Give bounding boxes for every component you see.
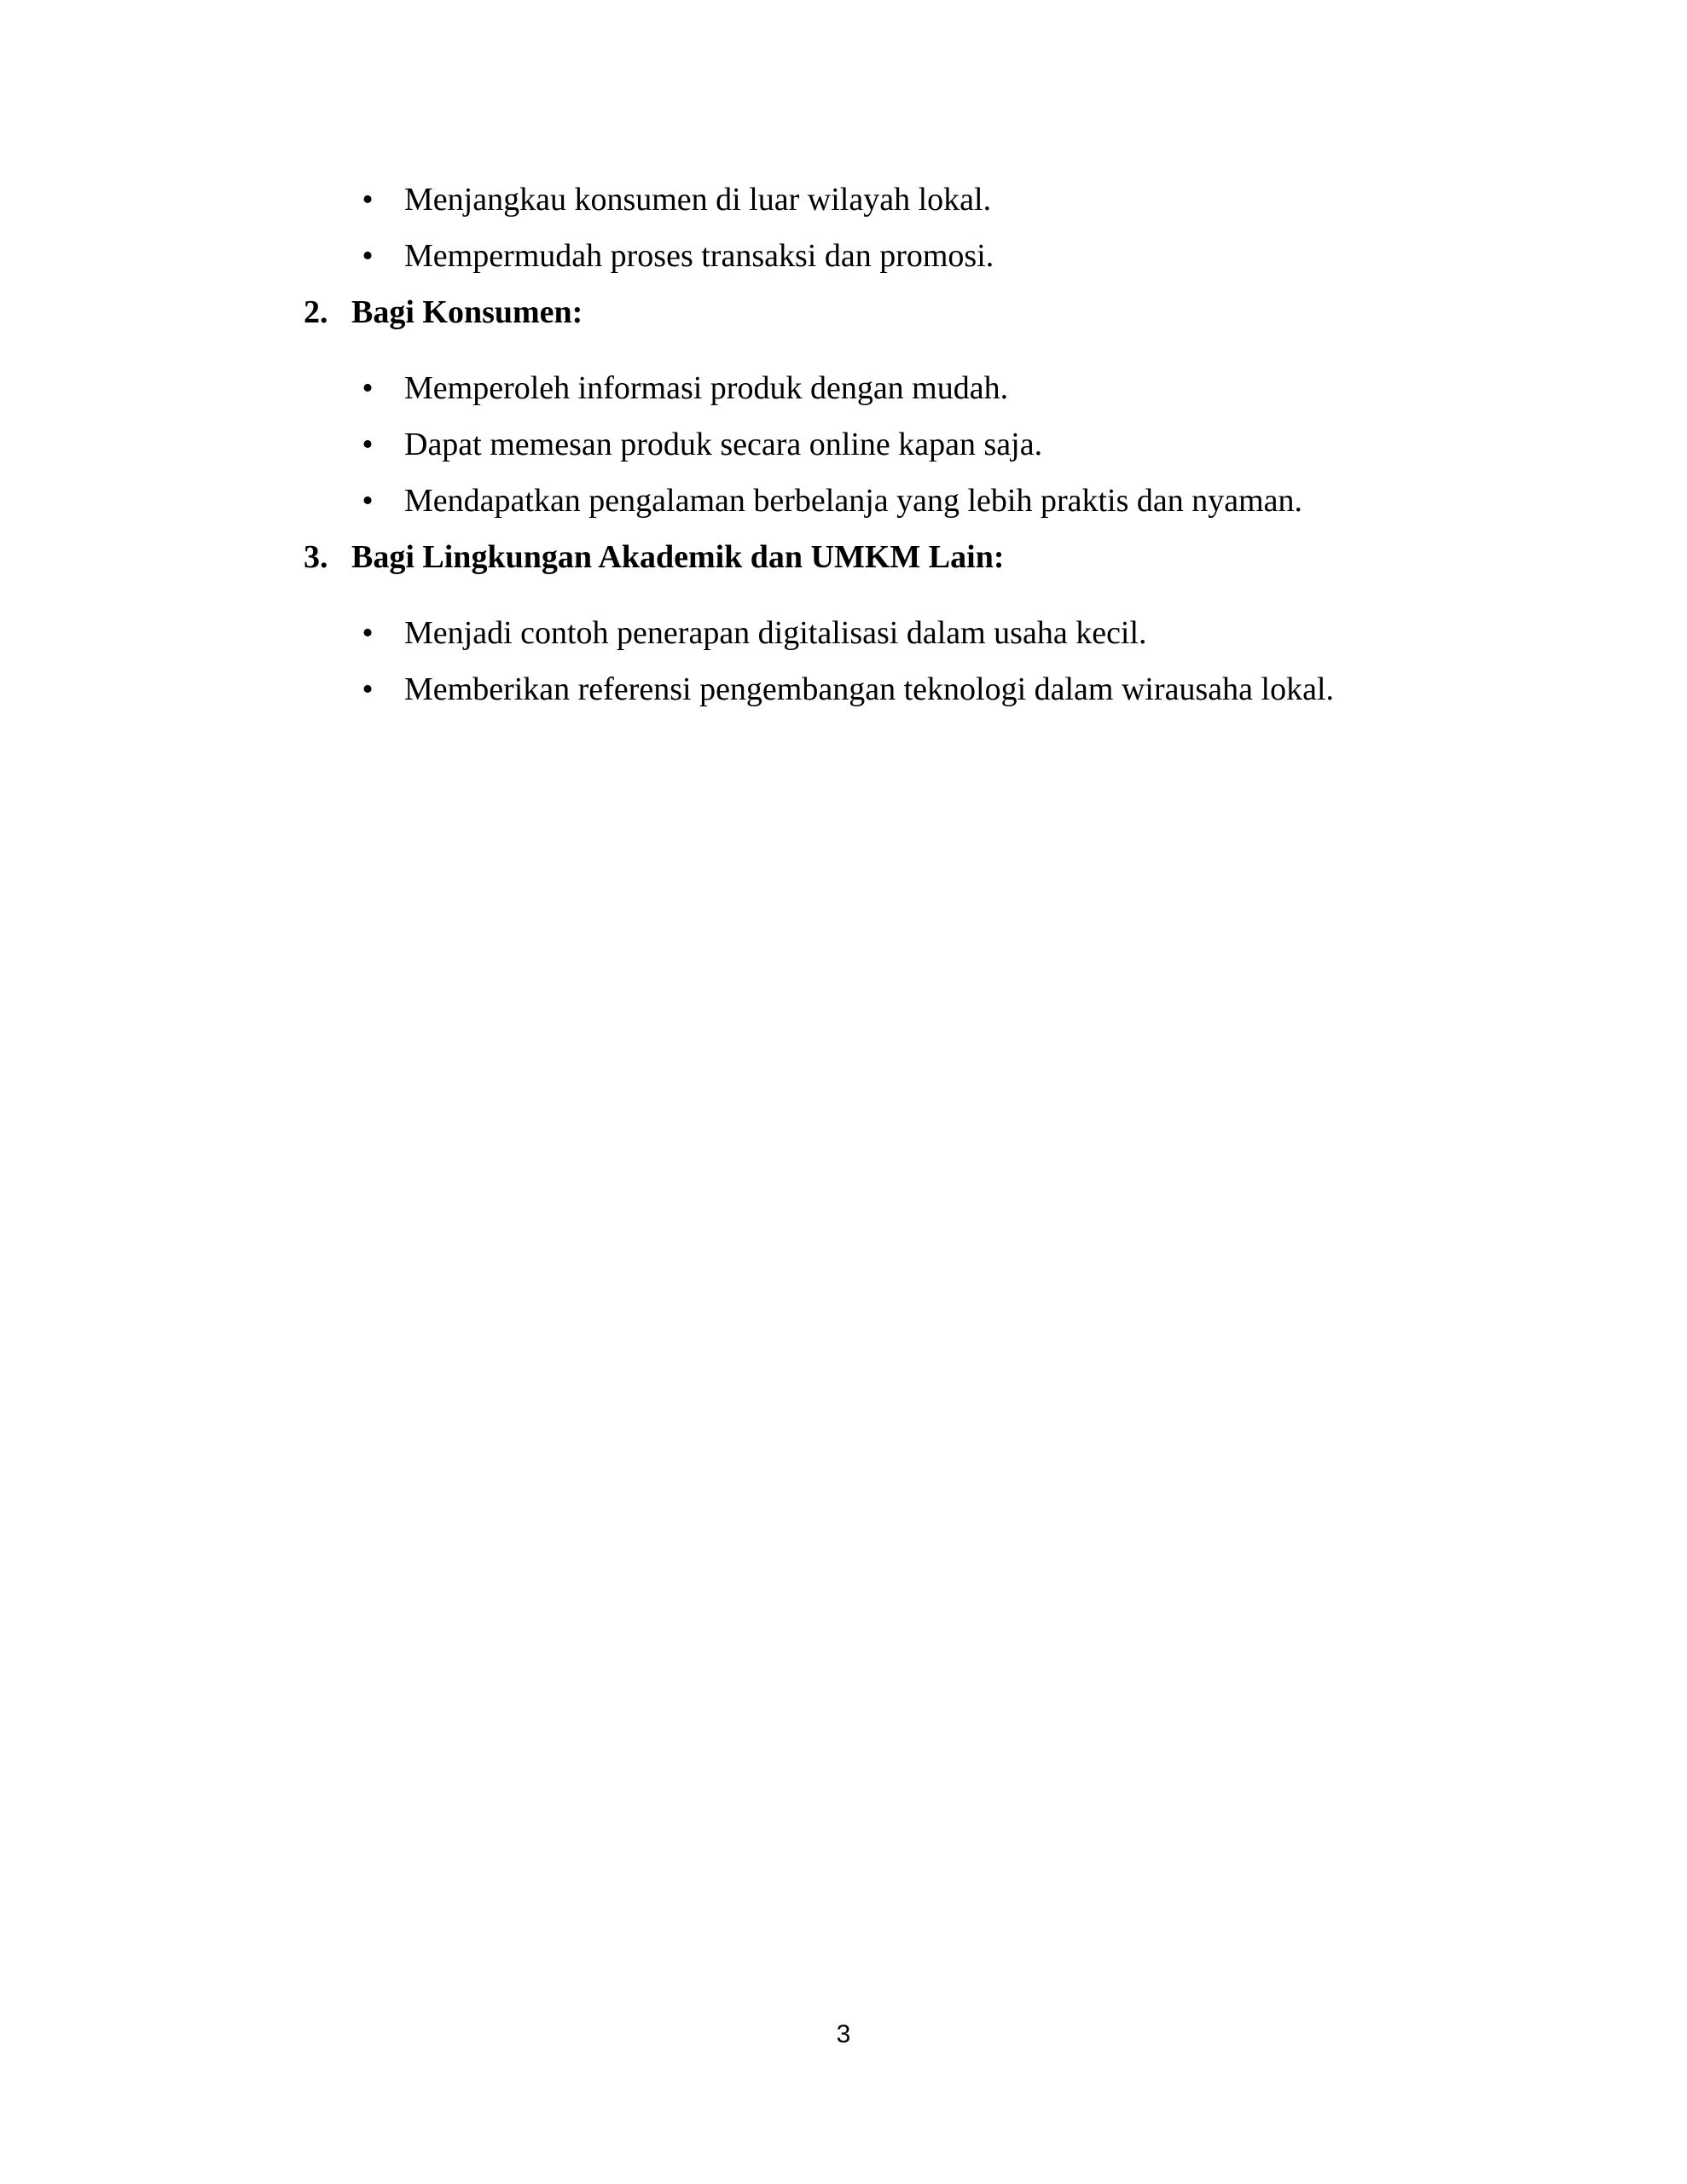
bullet-icon: • — [362, 615, 374, 651]
akademik-umkm-bullet-list — [304, 614, 1412, 708]
section-heading-akademik-umkm — [304, 538, 1412, 576]
section-title: Bagi Konsumen: — [351, 294, 583, 330]
bullet-icon: • — [362, 370, 374, 406]
section-number: 3. — [304, 539, 328, 575]
list-item — [304, 237, 1412, 275]
list-item-text: Memperoleh informasi produk dengan mudah. — [404, 370, 1009, 406]
list-item — [304, 426, 1412, 463]
konsumen-bullet-list — [304, 369, 1412, 520]
list-item-text: Mendapatkan pengalaman berbelanja yang lebih praktis dan nyaman. — [404, 483, 1303, 519]
bullet-icon: • — [362, 182, 374, 218]
bullet-icon: • — [362, 427, 374, 462]
list-item-text: Dapat memesan produk secara online kapan saja. — [404, 427, 1043, 462]
list-item-text: Mempermudah proses transaksi dan promosi. — [404, 238, 994, 274]
page-number: 3 — [836, 2020, 851, 2048]
section-title: Bagi Lingkungan Akademik dan UMKM Lain: — [351, 539, 1005, 575]
list-item-text: Menjadi contoh penerapan digitalisasi dalam usaha kecil. — [404, 615, 1147, 651]
list-item — [304, 482, 1412, 520]
bullet-icon: • — [362, 483, 374, 519]
intro-bullet-list — [304, 181, 1412, 275]
list-item — [304, 614, 1412, 652]
bullet-icon: • — [362, 671, 374, 707]
list-item — [304, 671, 1412, 708]
section-number: 2. — [304, 294, 328, 330]
page-content — [304, 181, 1412, 727]
bullet-icon: • — [362, 238, 374, 274]
list-item-text: Menjangkau konsumen di luar wilayah lokal. — [404, 182, 992, 218]
list-item — [304, 181, 1412, 218]
list-item-text: Memberikan referensi pengembangan teknologi dalam wirausaha lokal. — [404, 671, 1334, 707]
list-item — [304, 369, 1412, 407]
section-heading-konsumen — [304, 293, 1412, 331]
